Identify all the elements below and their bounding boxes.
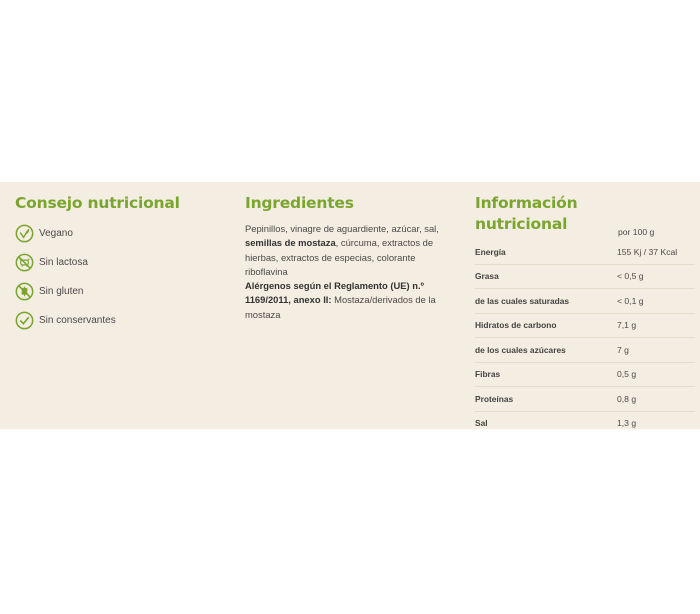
nutrient-label: Hidratos de carbono bbox=[475, 320, 557, 331]
nutrition-info-title: Información nutricional bbox=[475, 194, 578, 233]
table-row bbox=[475, 288, 695, 313]
table-row bbox=[475, 362, 695, 387]
ingredients-text bbox=[245, 222, 455, 322]
no-lactose-icon bbox=[15, 253, 34, 272]
nutrient-label: de las cuales saturadas bbox=[475, 295, 570, 306]
table-row bbox=[475, 240, 695, 264]
per-100g-label: por 100 g bbox=[618, 227, 655, 237]
nutrient-value: 7,1 g bbox=[617, 320, 637, 331]
nutrient-label: Sal bbox=[475, 418, 488, 429]
badge-label: Sin gluten bbox=[39, 285, 84, 297]
nutrition-table bbox=[475, 240, 695, 435]
nutrient-value: < 0,5 g bbox=[617, 271, 644, 282]
nutrient-value: 7 g bbox=[617, 344, 629, 355]
nutritional-advice-title: Consejo nutricional bbox=[15, 194, 180, 212]
allergens-text: Mostaza/derivados de la mostaza bbox=[245, 294, 436, 320]
table-row bbox=[475, 313, 695, 338]
badge-label: Sin lactosa bbox=[39, 256, 88, 268]
nutrient-value: 0,5 g bbox=[617, 369, 637, 380]
nutrient-value: 155 Kj / 37 Kcal bbox=[617, 246, 678, 257]
nutrient-label: Proteínas bbox=[475, 393, 514, 404]
no-preservatives-check-icon bbox=[15, 311, 34, 330]
ingredients-text-2: , cúrcuma, extractos de hierbas, extractos de especias, colorante riboflavina bbox=[245, 237, 434, 277]
ingredients-text-1: Pepinillos, vinagre de aguardiente, azúcar, sal, bbox=[245, 223, 439, 234]
badge-no-lactose bbox=[15, 252, 215, 272]
badge-label: Vegano bbox=[39, 227, 73, 239]
badge-vegan bbox=[15, 223, 215, 243]
table-row bbox=[475, 411, 695, 436]
badge-no-gluten bbox=[15, 281, 215, 301]
nutrient-label: de los cuales azúcares bbox=[475, 344, 566, 355]
nutrient-label: Fibras bbox=[475, 369, 501, 380]
nutrition-info-column bbox=[475, 193, 695, 429]
nutrient-value: 1,3 g bbox=[617, 418, 637, 429]
nutritional-advice-column bbox=[15, 193, 215, 339]
table-row bbox=[475, 264, 695, 289]
badge-label: Sin conservantes bbox=[39, 314, 116, 326]
no-gluten-icon bbox=[15, 282, 34, 301]
table-row bbox=[475, 337, 695, 362]
nutrient-label: Energía bbox=[475, 246, 506, 257]
nutrient-label: Grasa bbox=[475, 271, 499, 282]
badge-no-preservatives bbox=[15, 310, 215, 330]
ingredients-bold-mustard: semillas de mostaza bbox=[245, 237, 336, 249]
vegan-leaf-icon bbox=[15, 224, 34, 243]
nutrient-value: < 0,1 g bbox=[617, 295, 644, 306]
allergens-label: Alérgenos según el Reglamento (UE) n.º 1169/2011, anexo II: bbox=[245, 280, 424, 306]
ingredients-column bbox=[245, 193, 455, 322]
nutrient-value: 0,8 g bbox=[617, 393, 637, 404]
table-row bbox=[475, 386, 695, 411]
product-info-panel bbox=[0, 182, 700, 429]
ingredients-title: Ingredientes bbox=[245, 194, 354, 212]
